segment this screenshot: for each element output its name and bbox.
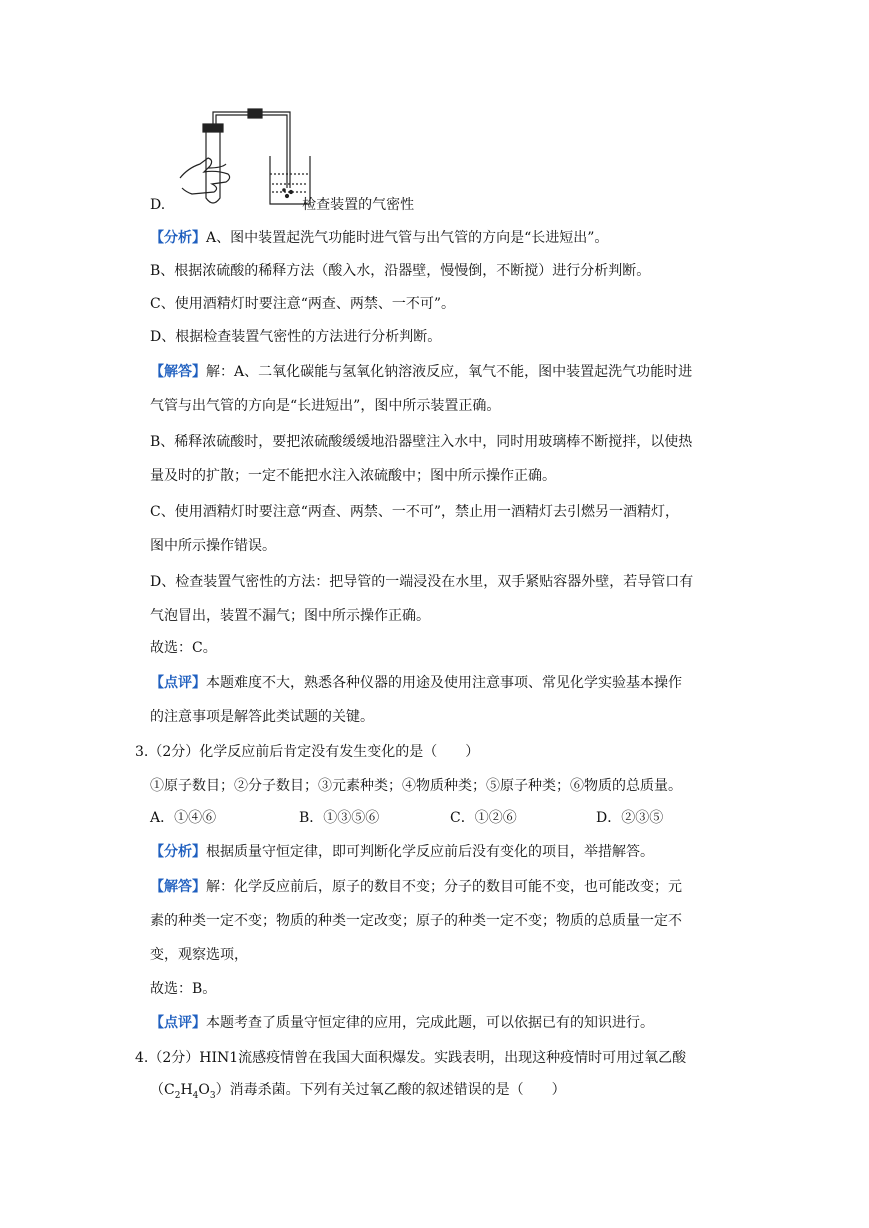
q2-answer-c2: 图中所示操作错误。 — [150, 538, 276, 554]
q4-stem-2: $(C_2H_4O_3)$消毒杀菌。下列有关过氧乙酸的叙述错误的是（ ） — [150, 1082, 566, 1101]
q3-choice: 故选：B。 — [150, 981, 217, 997]
q2-answer-b2: 量及时的扩散；一定不能把水注入浓硫酸中；图中所示操作正确。 — [150, 468, 556, 484]
q3-items: ①原子数目；②分子数目；③元素种类；④物质种类；⑤原子种类；⑥物质的总质量。 — [150, 778, 682, 794]
comment-tag: 【点评】 — [150, 1015, 206, 1031]
q2-analysis-c: C、使用酒精灯时要注意“两查、两禁、一不可”。 — [150, 296, 456, 312]
q2-answer-d2: 气泡冒出，装置不漏气；图中所示操作正确。 — [150, 608, 430, 624]
q3-stem: 3.（2分）化学反应前后肯定没有发生变化的是（ ） — [135, 744, 480, 760]
q2-choice: 故选：C。 — [150, 640, 217, 656]
q3-option-c: C．①②⑥ — [450, 810, 517, 826]
q3-answer-3: 变，观察选项， — [150, 947, 248, 963]
q2-answer-c1: C、使用酒精灯时要注意“两查、两禁、一不可”，禁止用一酒精灯去引燃另一酒精灯， — [150, 504, 680, 520]
option-d-row — [150, 195, 414, 215]
q4-stem-1: 4.（2分）HIN1流感疫情曾在我国大面积爆发。实践表明，出现这种疫情时可用过氧乙酸 — [135, 1050, 687, 1066]
q2-answer-d1: D、检查装置气密性的方法：把导管的一端浸没在水里，双手紧贴容器外壁，若导管口有 — [150, 574, 694, 590]
delivery-tube — [213, 112, 290, 188]
q3-analysis: 【分析】根据质量守恒定律，即可判断化学反应前后没有变化的项目，举措解答。 — [150, 844, 654, 860]
hand — [180, 158, 230, 194]
q2-answer-a2: 气管与出气管的方向是“长进短出”，图中所示装置正确。 — [150, 398, 501, 414]
answer-tag: 【解答】 — [150, 879, 206, 895]
q3-option-d: D．②③⑤ — [596, 810, 664, 826]
q2-answer-a1: 【解答】解：A、二氧化碳能与氢氧化钠溶液反应，氧气不能，图中装置起洗气功能时进 — [150, 364, 693, 380]
q3-answer-2: 素的种类一定不变；物质的种类一定改变；原子的种类一定不变；物质的总质量一定不 — [150, 913, 682, 929]
option-d-letter: D. — [150, 197, 166, 213]
comment-tag: 【点评】 — [150, 675, 206, 691]
q2-analysis-d: D、根据检查装置气密性的方法进行分析判断。 — [150, 329, 442, 345]
q3-answer-1: 【解答】解：化学反应前后，原子的数目不变；分子的数目可能不变，也可能改变；元 — [150, 879, 682, 895]
q2-analysis-b: B、根据浓硫酸的稀释方法（酸入水，沿器壁，慢慢倒，不断搅）进行分析判断。 — [150, 263, 651, 279]
q2-comment-2: 的注意事项是解答此类试题的关键。 — [150, 709, 374, 725]
analysis-tag: 【分析】 — [150, 844, 206, 860]
q2-answer-b1: B、稀释浓硫酸时，要把浓硫酸缓缓地沿器壁注入水中，同时用玻璃棒不断搅拌，以使热 — [150, 434, 693, 450]
answer-tag: 【解答】 — [150, 364, 206, 380]
q3-option-a: A．①④⑥ — [150, 810, 217, 826]
q3-comment: 【点评】本题考查了质量守恒定律的应用，完成此题，可以依据已有的知识进行。 — [150, 1015, 654, 1031]
q3-option-b: B．①③⑤⑥ — [299, 810, 380, 826]
q3-options — [150, 808, 710, 828]
q2-comment-1: 【点评】本题难度不大，熟悉各种仪器的用途及使用注意事项、常见化学实验基本操作 — [150, 675, 682, 691]
formula: （$C_2H_4O_3$ — [150, 1082, 216, 1101]
option-d-caption: 检查装置的气密性 — [302, 197, 415, 213]
analysis-tag: 【分析】 — [150, 230, 206, 246]
q2-analysis-a: 【分析】A、图中装置起洗气功能时进气管与出气管的方向是“长进短出”。 — [150, 230, 609, 246]
rubber-stopper — [203, 124, 223, 132]
airtightness-check-figure — [170, 108, 320, 208]
